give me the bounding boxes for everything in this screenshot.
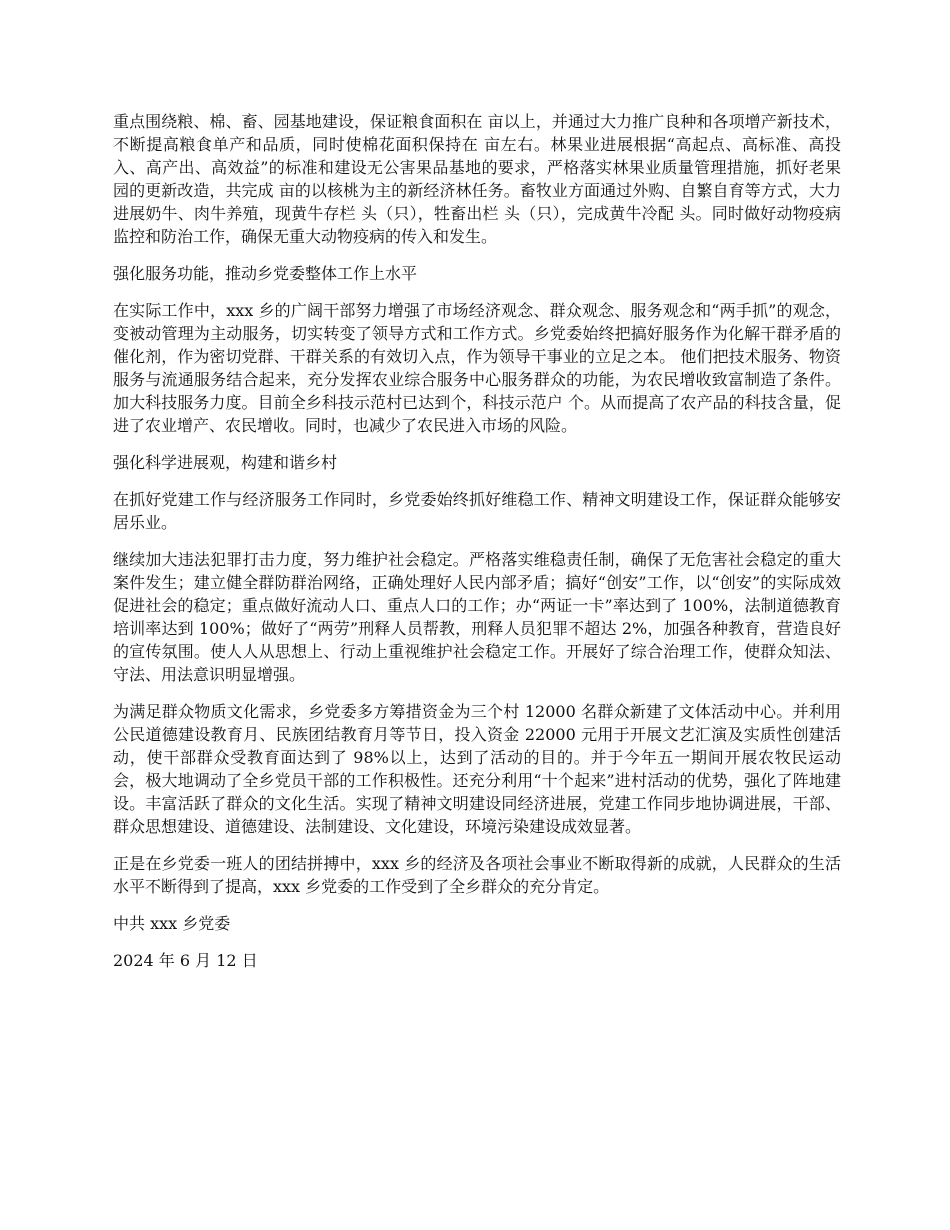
- paragraph-stability-intro: 在抓好党建工作与经济服务工作同时，乡党委始终抓好维稳工作、精神文明建设工作，保证群众能够安居乐业。: [113, 490, 841, 532]
- paragraph-agriculture: 重点围绕粮、棉、畜、园基地建设，保证粮食面积在 亩以上，并通过大力推广良种和各项增产新技术，不断提高粮食单产和品质，同时使棉花面积保持在 亩左右。林果业进展根据“高起点、高标准、高投入、高产出、高效益”的标准和建设无公害果品基地的要求，严格落实林果业质量管理措施，抓好老果园的更新改造，共完成 亩的以核桃为主的新经济林任务。畜牧业方面通过外购、自繁自育等方式，大力进展奶牛、肉牛养殖，现黄牛存栏 头（只），牲畜出栏 头（只），完成黄牛冷配 头。同时做好动物疫病监控和防治工作，确保无重大动物疫病的传入和发生。: [113, 112, 841, 246]
- paragraph-conclusion: 正是在乡党委一班人的团结拼搏中，xxx 乡的经济及各项社会事业不断取得新的成就，人民群众的生活水平不断得到了提高，xxx 乡党委的工作受到了全乡群众的充分肯定。: [113, 854, 841, 896]
- paragraph-culture: 为满足群众物质文化需求，乡党委多方筹措资金为三个村 12000 名群众新建了文体活动中心。并利用公民道德建设教育月、民族团结教育月等节日，投入资金 22000 元用于开展文艺汇演及实质性创建活动，使干部群众受教育面达到了 98%以上，达到了活动的目的。并于今年五一期间开展农牧民运动会，极大地调动了全乡党员干部的工作积极性。还充分利用“十个起来”进村活动的优势，强化了阵地建设。丰富活跃了群众的文化生活。实现了精神文明建设同经济进展，党建工作同步地协调进展，干部、群众思想建设、道德建设、法制建设、文化建设，环境污染建设成效显著。: [113, 702, 841, 836]
- paragraph-service: 在实际工作中，xxx 乡的广阔干部努力增强了市场经济观念、群众观念、服务观念和“两手抓”的观念，变被动管理为主动服务，切实转变了领导方式和工作方式。乡党委始终把搞好服务作为化解干群矛盾的催化剂，作为密切党群、干群关系的有效切入点，作为领导干事业的立足之本。 他们把技术服务、物资服务与流通服务结合起来，充分发挥农业综合服务中心服务群众的功能，为农民增收致富制造了条件。加大科技服务力度。目前全乡科技示范村已达到个，科技示范户 个。从而提高了农产品的科技含量，促进了农业增产、农民增收。同时，也减少了农民进入市场的风险。: [113, 301, 841, 435]
- signature-date: 2024 年 6 月 12 日: [113, 951, 258, 970]
- document-page: [113, 110, 841, 986]
- signature-organization: 中共 xxx 乡党委: [113, 914, 231, 933]
- section-heading-harmony: 强化科学进展观，构建和谐乡村: [113, 453, 338, 472]
- section-heading-service: 强化服务功能，推动乡党委整体工作上水平: [113, 264, 418, 283]
- paragraph-security: 继续加大违法犯罪打击力度，努力维护社会稳定。严格落实维稳责任制，确保了无危害社会稳定的重大案件发生；建立健全群防群治网络，正确处理好人民内部矛盾；搞好“创安”工作，以“创安”的实际成效促进社会的稳定；重点做好流动人口、重点人口的工作；办“两证一卡”率达到了 100%，法制道德教育培训率达到 100%；做好了“两劳”刑释人员帮教，刑释人员犯罪不超达 2%，加强各种教育，营造良好的宣传氛围。使人人从思想上、行动上重视维护社会稳定工作。开展好了综合治理工作，使群众知法、守法、用法意识明显增强。: [113, 550, 841, 684]
